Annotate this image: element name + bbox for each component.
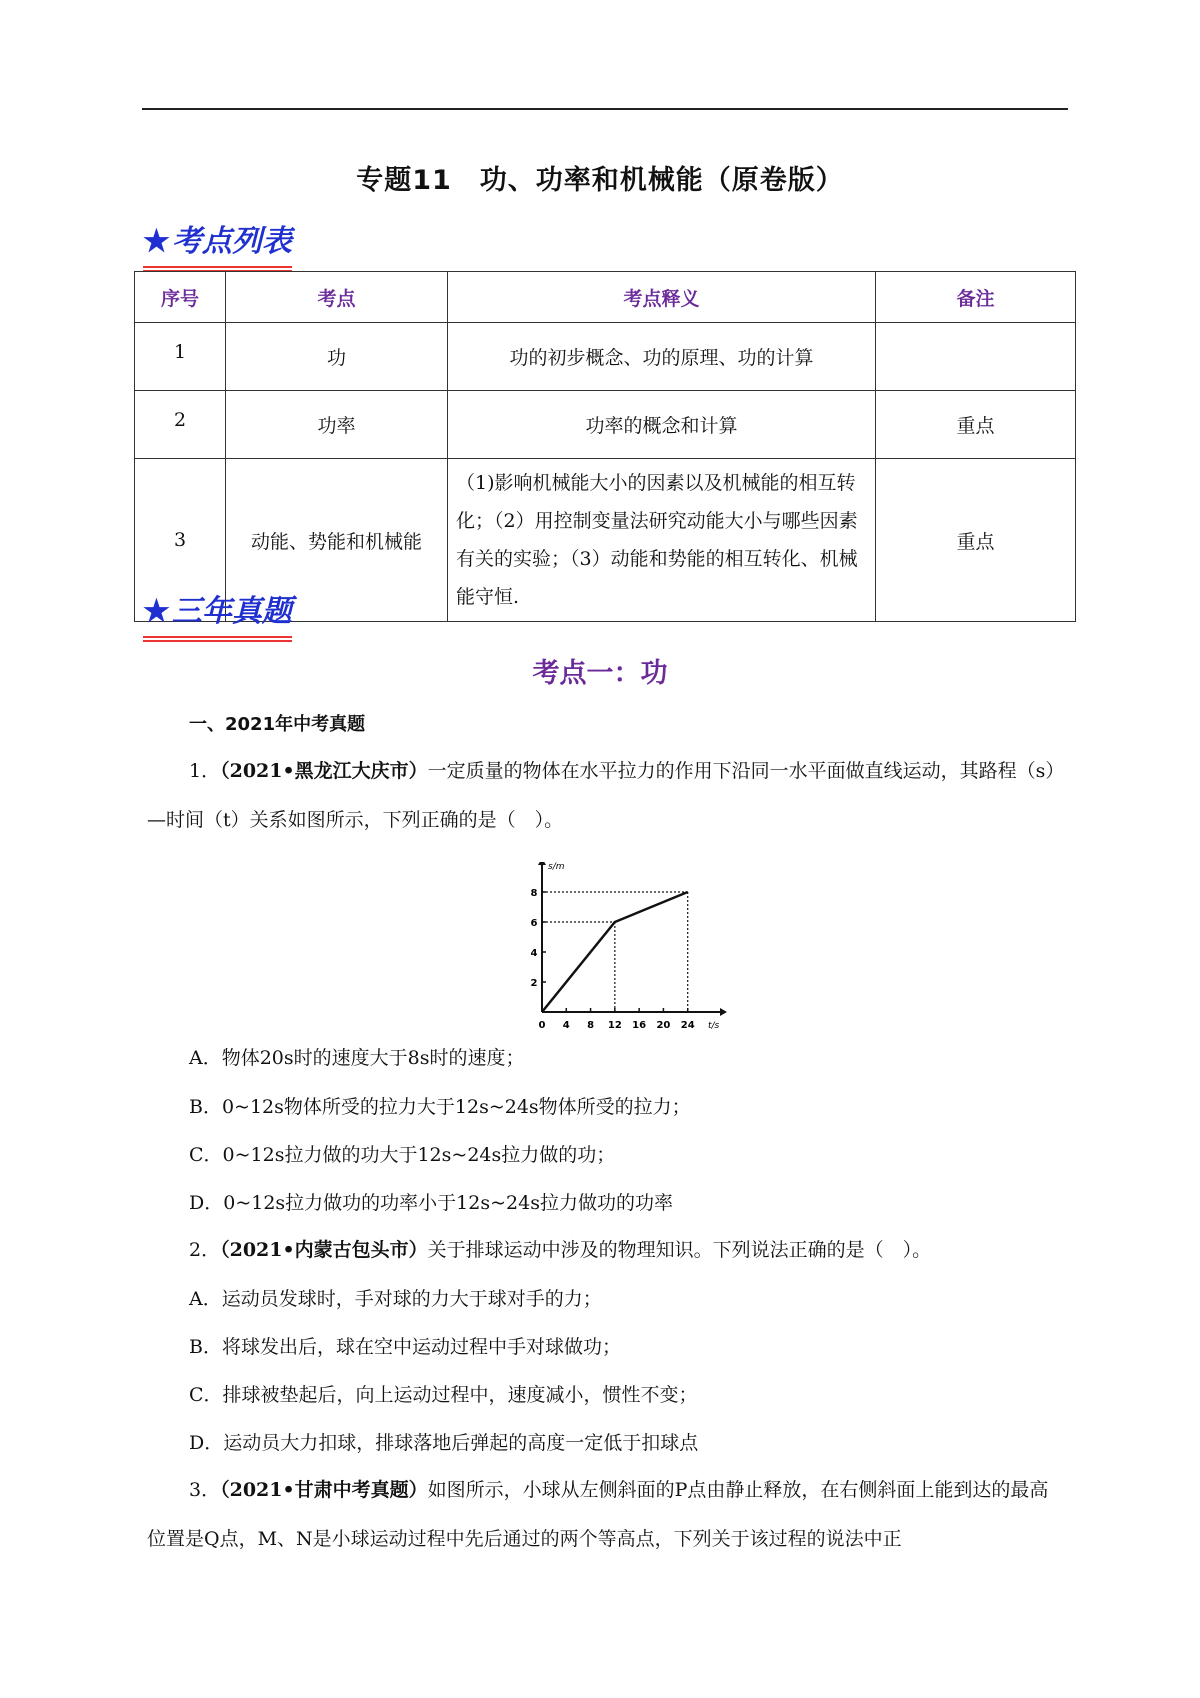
star-icon: ★ — [143, 224, 170, 259]
question-text: 关于排球运动中涉及的物理知识。下列说法正确的是（ ）。 — [427, 1239, 932, 1261]
question-source: （2021•甘肃中考真题） — [220, 1479, 428, 1501]
question-number: 1． — [189, 760, 221, 782]
section-subtitle: 一、2021年中考真题 — [189, 714, 366, 735]
y-tick-label: 2 — [530, 978, 538, 989]
q2-option-b: B．将球发出后，球在空中运动过程中手对球做功； — [189, 1336, 621, 1358]
y-axis-label: s/m — [548, 862, 565, 872]
cell-point: 功 — [226, 323, 448, 391]
heading-three-years — [143, 586, 292, 630]
section-title: 考点一：功 — [532, 658, 668, 689]
y-tick-label: 4 — [530, 948, 538, 959]
heading-text: 考点列表 — [171, 224, 292, 259]
table-row — [135, 391, 1076, 459]
cell-desc: （1)影响机械能大小的因素以及机械能的相互转化；（2）用控制变量法研究动能大小与哪些因素有关的实验；（3）动能和势能的相互转化、机械能守恒. — [448, 459, 876, 622]
cell-index: 1 — [135, 323, 226, 391]
x-tick-label: 0 — [538, 1020, 546, 1031]
table-header-row — [135, 272, 1076, 323]
q1-option-b: B．0~12s物体所受的拉力大于12s~24s物体所受的拉力； — [189, 1096, 691, 1118]
x-tick-label: 24 — [680, 1020, 695, 1031]
question-text: 如图所示，小球从左侧斜面的P点由静止释放，在右侧斜面上能到达的最高位置是Q点，M、N是小球运动过程中先后通过的两个等高点，下列关于该过程的说法中正 — [147, 1479, 1049, 1550]
col-header-point: 考点 — [226, 272, 448, 323]
cell-note: 重点 — [876, 459, 1076, 622]
x-tick-label: 8 — [587, 1020, 595, 1031]
cell-note — [876, 323, 1076, 391]
header-rule — [142, 108, 1068, 110]
col-header-index: 序号 — [135, 272, 226, 323]
q2-option-a: A．运动员发球时，手对球的力大于球对手的力； — [189, 1288, 602, 1310]
cell-desc: 功率的概念和计算 — [448, 391, 876, 459]
x-tick-label: 16 — [632, 1020, 647, 1031]
chart-plot — [531, 862, 727, 1031]
heading-kaodian-list — [143, 216, 292, 260]
cell-index: 2 — [135, 391, 226, 459]
question-number: 3． — [189, 1479, 221, 1501]
q2-option-d: D．运动员大力扣球，排球落地后弹起的高度一定低于扣球点 — [189, 1432, 699, 1454]
x-tick-label: 20 — [656, 1020, 671, 1031]
cell-desc: 功的初步概念、功的原理、功的计算 — [448, 323, 876, 391]
cell-note: 重点 — [876, 391, 1076, 459]
question-text: 一定质量的物体在水平拉力的作用下沿同一水平面做直线运动，其路程（s）—时间（t）关系如图所示，下列正确的是（ ）。 — [147, 760, 1065, 831]
question-source: （2021•内蒙古包头市） — [220, 1239, 428, 1261]
y-tick-label: 6 — [530, 918, 538, 929]
s-t-chart — [520, 862, 730, 1032]
y-tick-label: 8 — [530, 888, 538, 899]
question-number: 2． — [189, 1239, 221, 1261]
cell-point: 动能、势能和机械能 — [226, 459, 448, 622]
x-tick-label: 12 — [607, 1020, 622, 1031]
cell-index: 3 — [135, 459, 226, 622]
q1-option-d: D．0~12s拉力做功的功率小于12s~24s拉力做功的功率 — [189, 1192, 673, 1214]
x-axis-arrow — [720, 1008, 727, 1016]
page-title: 专题11 功、功率和机械能（原卷版） — [356, 165, 844, 196]
question-source: （2021•黑龙江大庆市） — [220, 760, 428, 782]
q1-option-a: A．物体20s时的速度大于8s时的速度； — [189, 1047, 525, 1069]
q2-option-c: C．排球被垫起后，向上运动过程中，速度减小，惯性不变； — [189, 1384, 698, 1406]
question-3 — [147, 1466, 1067, 1564]
col-header-note: 备注 — [876, 272, 1076, 323]
q1-option-c: C．0~12s拉力做的功大于12s~24s拉力做的功； — [189, 1144, 616, 1166]
table-row — [135, 323, 1076, 391]
x-axis-label: t/s — [708, 1021, 720, 1031]
heading-text: 三年真题 — [171, 594, 292, 629]
question-1 — [147, 747, 1067, 845]
x-tick-label: 4 — [562, 1020, 570, 1031]
kaodian-table — [134, 271, 1076, 622]
question-2 — [189, 1238, 931, 1262]
cell-point: 功率 — [226, 391, 448, 459]
star-icon: ★ — [143, 594, 170, 629]
col-header-desc: 考点释义 — [448, 272, 876, 323]
y-axis-arrow — [538, 862, 546, 865]
